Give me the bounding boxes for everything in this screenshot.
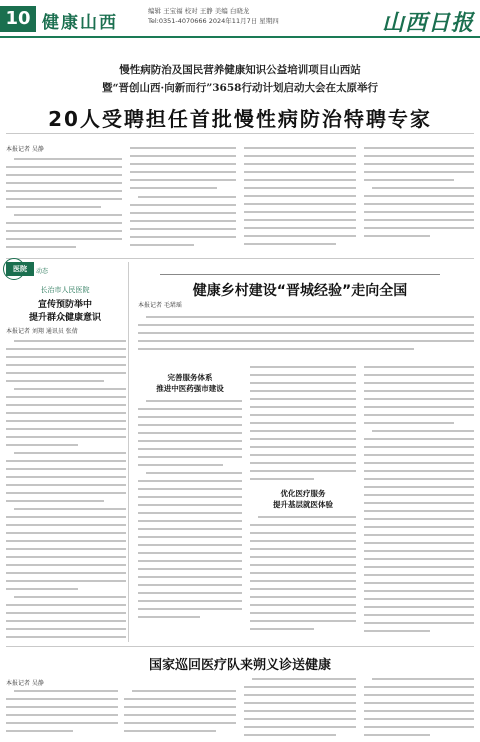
lead-kicker-line2: 暨“晋创山西·向新而行”3658行动计划启动大会在太原举行 xyxy=(102,82,378,94)
lead-column-2 xyxy=(130,147,236,195)
feature-subhead-2-line1: 优化医疗服务 xyxy=(280,489,326,498)
masthead-meta xyxy=(148,6,318,26)
bottom-column-1 xyxy=(6,690,118,740)
bottom-byline: 本报记者 吴静 xyxy=(6,680,44,687)
newspaper-logo: 山西日报 xyxy=(381,10,474,36)
feature-intro xyxy=(138,316,474,356)
sidebar-body xyxy=(6,340,126,640)
lead-kicker-line1: 慢性病防治及国民营养健康知识公益培训项目山西站 xyxy=(119,64,361,76)
sidebar-tag-suffix: 动态 xyxy=(36,268,49,275)
lead-column-4 xyxy=(364,147,474,254)
feature-title: 健康乡村建设“晋城经验”走向全国 xyxy=(192,283,408,299)
feature-subhead-1-line1: 完善服务体系 xyxy=(167,373,213,382)
feature-column-2b xyxy=(250,516,356,640)
bottom-column-3 xyxy=(244,678,356,740)
masthead xyxy=(0,0,480,38)
sidebar-divider xyxy=(128,262,129,642)
sidebar-title-line2: 提升群众健康意识 xyxy=(28,313,101,323)
lead-rule xyxy=(6,133,474,134)
meta-line-date: Tel:0351-4070666 2024年11月7日 星期四 xyxy=(148,17,279,25)
bottom-column-2 xyxy=(124,690,236,740)
feature-byline: 本报记者 毛珺瑶 xyxy=(138,302,182,309)
bottom-rule xyxy=(6,646,474,647)
lead-column-2b xyxy=(130,196,236,254)
sidebar-subtitle: 长治市人民医院 xyxy=(40,286,90,294)
sidebar-tag: 医院 xyxy=(6,262,34,276)
feature-column-2 xyxy=(250,366,356,486)
meta-line-editors: 编辑 王宝福 校对 王静 美编 白晓龙 xyxy=(148,7,250,15)
section-name: 健康山西 xyxy=(42,13,118,33)
feature-subhead-2-line2: 提升基层就医体验 xyxy=(273,500,333,509)
feature-column-1 xyxy=(138,400,242,640)
lead-column-1 xyxy=(6,158,122,253)
lead-byline: 本报记者 吴静 xyxy=(6,146,44,153)
lead-title: 20人受聘担任首批慢性病防治特聘专家 xyxy=(48,107,432,131)
sidebar-byline: 本报记者 刘翔 通讯员 张倩 xyxy=(6,328,78,335)
page-number: 10 xyxy=(0,6,36,32)
feature-subhead-1-line2: 推进中医药强市建设 xyxy=(156,384,224,393)
bottom-title: 国家巡回医疗队来朔义诊送健康 xyxy=(148,658,331,673)
feature-column-3 xyxy=(364,366,474,640)
sidebar-title-line1: 宣传预防举中 xyxy=(37,300,92,310)
bottom-column-4 xyxy=(364,678,474,740)
lead-column-3 xyxy=(244,147,356,254)
lead-bottom-rule xyxy=(6,258,474,259)
feature-title-bar-top xyxy=(160,274,440,275)
